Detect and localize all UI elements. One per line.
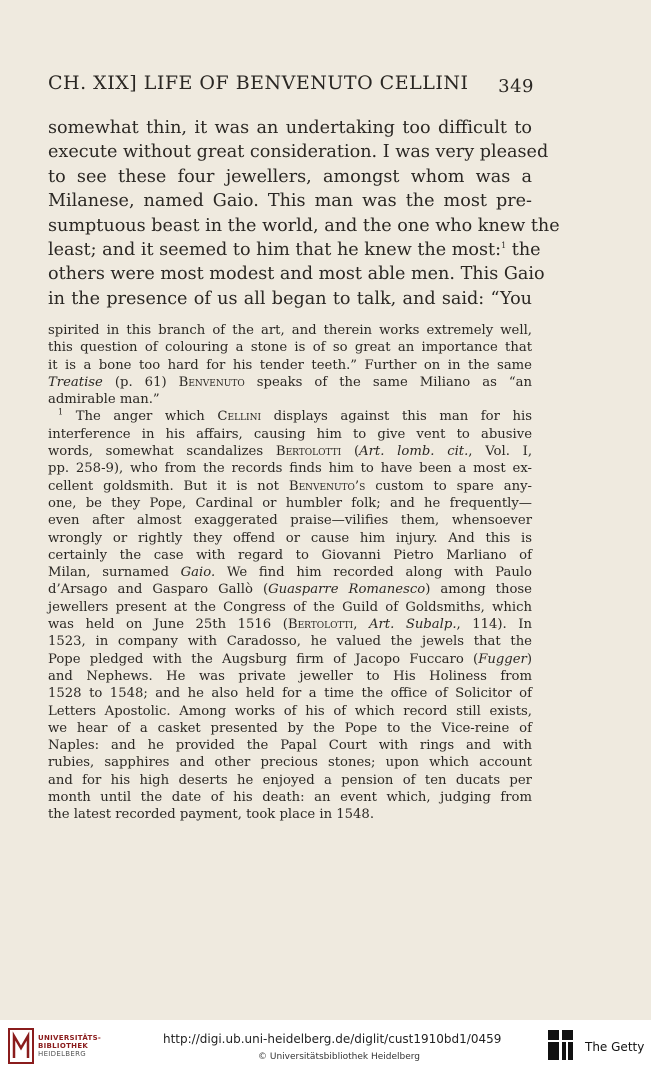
body-line: execute without great consideration. I was very pleased [48,142,549,163]
footnote-1-line: interference in his affairs, causing him to give vent to abusive [48,426,532,442]
footnote-1-line: and for his high deserts he enjoyed a pension of ten ducats per [48,772,532,788]
partner-name: The Getty [585,1040,645,1054]
body-line: Milanese, named Gaio. This man was the most pre- [48,191,532,212]
footnote-1-line: Naples: and he provided the Papal Court with rings and with [48,738,532,754]
footnote-1-line: and Nephews. He was private jeweller to His Holiness from [48,668,532,684]
permalink-url[interactable]: http://digi.ub.uni-heidelberg.de/diglit/cust1910bd1/0459 [163,1032,502,1046]
university-library-logo-icon [8,1028,34,1064]
footnote-1-line: Milan, surnamed Gaio. We find him recorded along with Paulo [48,565,532,581]
small-caps-name: Benvenuto [178,374,245,390]
footnote-1-line: even after almost exaggerated praise—vilifies them, whensoever [48,513,532,529]
footnote-1-line: 1523, in company with Caradosso, he valued the jewels that the [48,634,532,650]
viewer-footer [0,1020,651,1072]
footnote-1-line: cellent goldsmith. But it is not Benvenuto’s custom to spare any- [48,478,532,494]
getty-logo-icon [546,1028,576,1062]
footnote-number: 1 [58,408,64,418]
body-line-text: least; and it seemed to him that he knew the most: [48,240,502,261]
footnote-line: admirable man.” [48,392,160,408]
footnote-marker: 1 [501,241,507,251]
running-header [48,72,534,102]
footnote-1-line: we hear of a casket presented by the Pope to the Vice-reine of [48,720,532,736]
footnote-1-line: wrongly or rightly they offend or cause him injury. And this is [48,530,532,546]
footnote-1-line: the latest recorded payment, took place in 1548. [48,807,375,823]
footnote-line: this question of colouring a stone is of so great an importance that [48,340,532,356]
footnotes [48,322,532,824]
body-line: sumptuous beast in the world, and the one who knew the [48,215,560,236]
library-name: UNIVERSITÄTS- BIBLIOTHEK HEIDELBERG [38,1034,102,1058]
footnote-1-line: pp. 258-9), who from the records finds him to have been a most ex- [48,461,532,477]
footnote-1-line: certainly the case with regard to Giovanni Pietro Marliano of [48,547,532,563]
body-line-tail: the [511,240,541,261]
footnote-1-line: rubies, sapphires and other precious stones; upon which account [48,755,532,771]
footnote-1-line: was held on June 25th 1516 (Bertolotti, Art. Subalp., 114). In [48,617,532,633]
page-number: 349 [498,76,534,97]
copyright-notice: © Universitätsbibliothek Heidelberg [258,1052,421,1062]
body-line: to see these four jewellers, amongst whom was a [48,166,532,187]
body-line: others were most modest and most able men. This Gaio [48,264,545,285]
footnote-1-line: $^1$ The anger which Cellini displays against this man for his [58,408,532,425]
italic-title: Treatise [48,374,103,390]
body-line: in the presence of us all began to talk, and said: “You [48,288,532,309]
footnote-line: Treatise (p. 61) Benvenuto speaks of the same Miliano as “an [48,374,533,390]
footnote-1-line: month until the date of his death: an event which, judging from [48,790,532,806]
footnote-1-line: jewellers present at the Congress of the Guild of Goldsmiths, which [48,599,532,615]
body-line: somewhat thin, it was an undertaking too difficult to [48,118,532,138]
footnote-line: spirited in this branch of the art, and therein works extremely well, [48,323,532,338]
footnote-1-line: 1528 to 1548; and he also held for a time the office of Solicitor of [48,686,532,702]
footnote-1-line: Letters Apostolic. Among works of his of which record still exists, [48,703,532,719]
footnote-1-line: d’Arsago and Gasparo Gallò (Guasparre Romanesco) among those [48,582,532,598]
running-title: CH. XIX] LIFE OF BENVENUTO CELLINI [48,72,469,94]
footnote-1-line: words, somewhat scandalizes Bertolotti (Art. lomb. cit., Vol. I, [48,444,533,460]
footnote-1-line: Pope pledged with the Augsburg firm of Jacopo Fuccaro (Fugger) [48,651,532,667]
main-text [48,116,560,311]
footnote-1-line: one, be they Pope, Cardinal or humbler folk; and he frequently— [48,495,532,511]
body-line-with-footnote [48,238,541,262]
footnote-line: it is a bone too hard for his tender teeth.” Further on in the same [48,357,532,373]
